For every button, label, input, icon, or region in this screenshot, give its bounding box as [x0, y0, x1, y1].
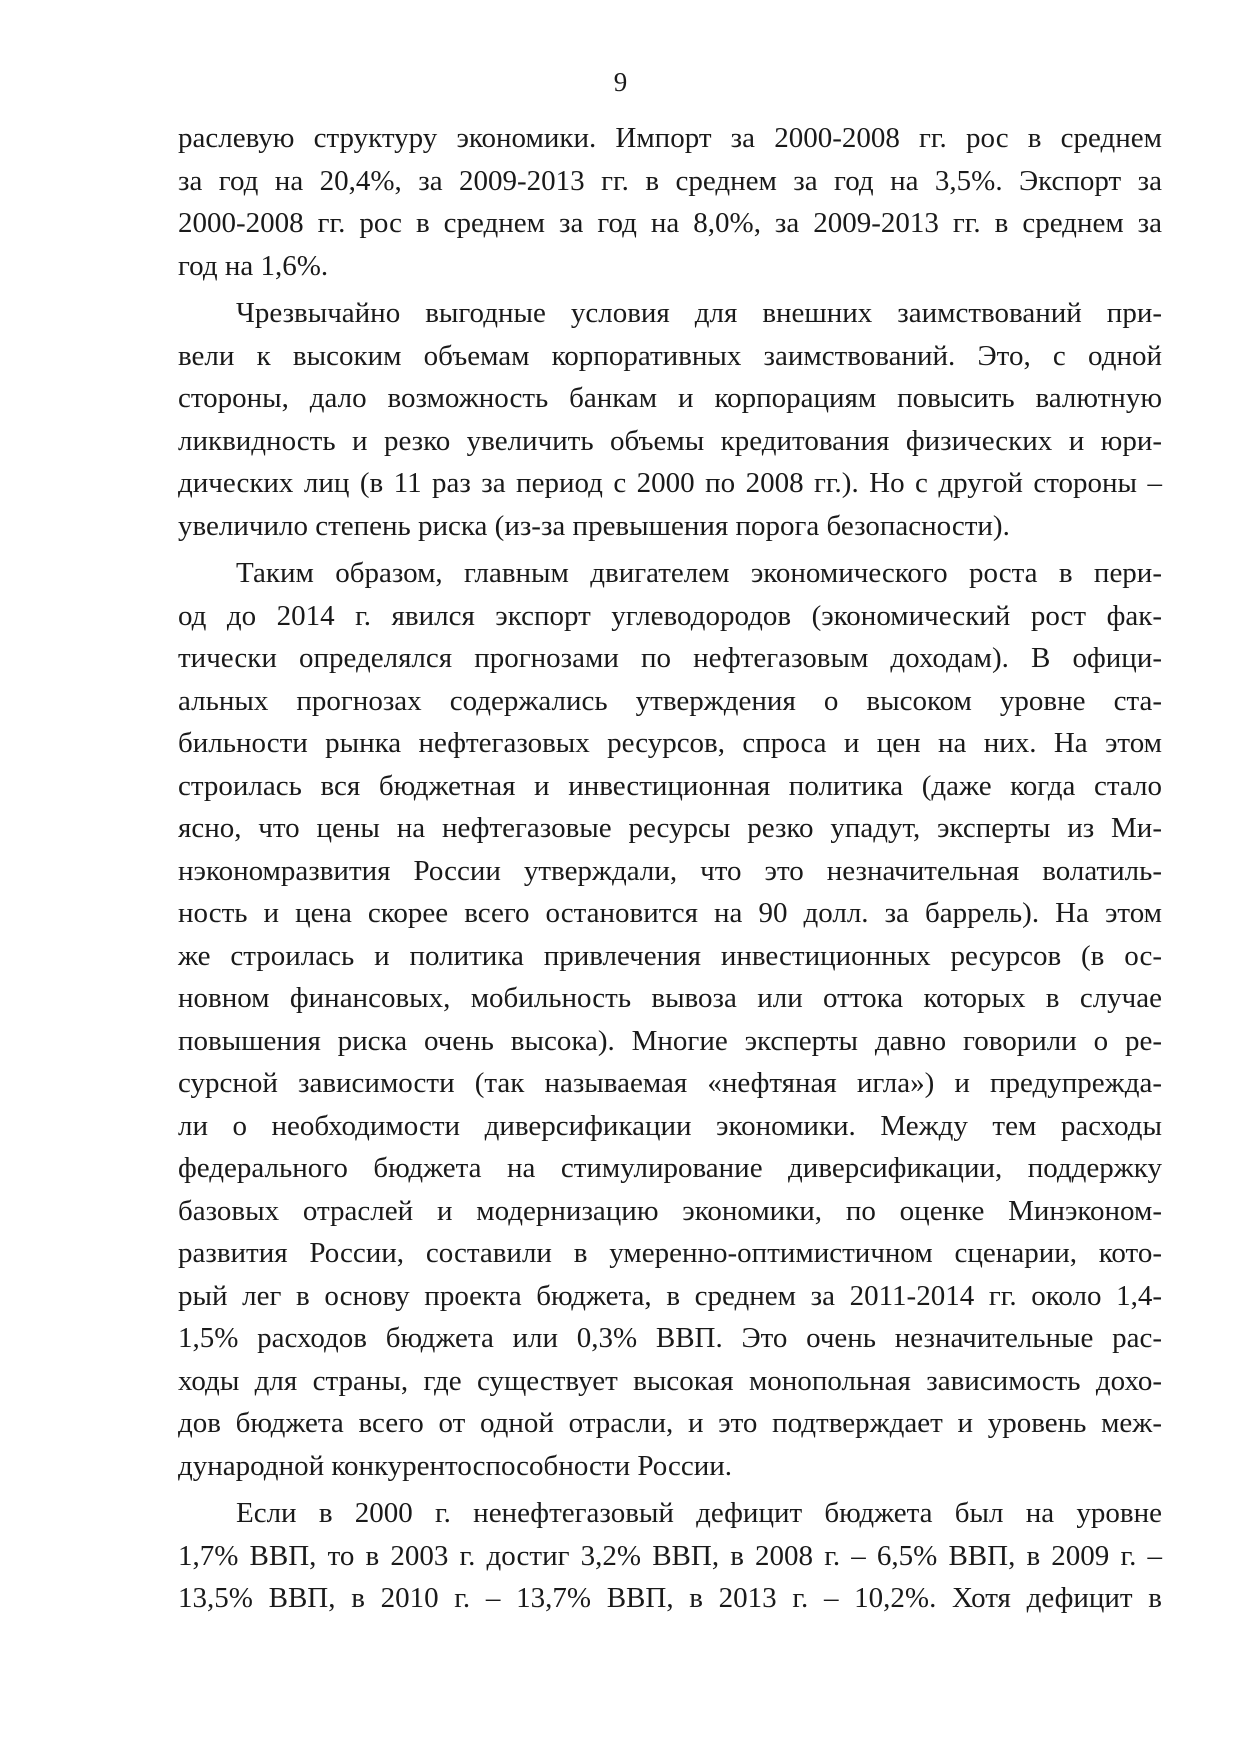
page-number: 9 [613, 67, 628, 97]
text-line: 13,5% ВВП, в 2010 г. – 13,7% ВВП, в 2013 г. – 10,2%. Хотя дефицит в [178, 1582, 1162, 1614]
text-line: федерального бюджета на стимулирование диверсификации, поддержку [178, 1152, 1162, 1184]
text-line: бильности рынка нефтегазовых ресурсов, спроса и цен на них. На этом [178, 727, 1162, 759]
text-line: базовых отраслей и модернизацию экономики, по оценке Минэконом- [178, 1194, 1162, 1227]
text-line: новном финансовых, мобильность вывоза или оттока которых в случае [178, 982, 1162, 1014]
text-line: увеличило степень риска (из-за превышения порога безопасности). [178, 509, 1010, 542]
text-line: за год на 20,4%, за 2009-2013 гг. в среднем за год на 3,5%. Экспорт за [178, 164, 1162, 197]
text-line: повышения риска очень высока). Многие эксперты давно говорили о ре- [178, 1024, 1162, 1057]
text-line: 1,5% расходов бюджета или 0,3% ВВП. Это очень незначительные рас- [178, 1322, 1162, 1354]
text-line: же строилась и политика привлечения инвестиционных ресурсов (в ос- [178, 939, 1162, 972]
text-line: ясно, что цены на нефтегазовые ресурсы резко упадут, эксперты из Ми- [178, 812, 1162, 844]
text-line: Таким образом, главным двигателем экономического роста в пери- [236, 557, 1162, 589]
text-line: дических лиц (в 11 раз за период с 2000 по 2008 гг.). Но с другой стороны – [178, 467, 1162, 499]
text-line: 1,7% ВВП, то в 2003 г. достиг 3,2% ВВП, в 2008 г. – 6,5% ВВП, в 2009 г. – [178, 1539, 1162, 1572]
text-line: альных прогнозах содержались утверждения о высоком уровне ста- [178, 684, 1162, 717]
paragraph [178, 1492, 1162, 1620]
text-line: тически определялся прогнозами по нефтегазовым доходам). В офици- [178, 642, 1162, 674]
text-line: ность и цена скорее всего остановится на 90 долл. за баррель). На этом [178, 897, 1162, 929]
text-line: нэкономразвития России утверждали, что это незначительная волатиль- [178, 854, 1162, 887]
text-line: 2000-2008 гг. рос в среднем за год на 8,0%, за 2009-2013 гг. в среднем за [178, 207, 1162, 239]
text-line: раслевую структуру экономики. Импорт за 2000-2008 гг. рос в среднем [178, 122, 1162, 154]
paragraph [178, 117, 1162, 287]
text-line: сурсной зависимости (так называемая «нефтяная игла») и предупрежда- [178, 1067, 1162, 1099]
text-line: Чрезвычайно выгодные условия для внешних заимствований при- [236, 297, 1162, 329]
text-line: дов бюджета всего от одной отрасли, и это подтверждает и уровень меж- [178, 1407, 1162, 1439]
text-line: вели к высоким объемам корпоративных заимствований. Это, с одной [178, 339, 1162, 372]
text-line: год на 1,6%. [178, 249, 329, 282]
text-line: ходы для страны, где существует высокая монопольная зависимость дохо- [178, 1364, 1162, 1397]
text-line: строилась вся бюджетная и инвестиционная политика (даже когда стало [178, 769, 1162, 802]
text-line: Если в 2000 г. ненефтегазовый дефицит бюджета был на уровне [236, 1497, 1162, 1529]
text-line: од до 2014 г. явился экспорт углеводородов (экономический рост фак- [178, 599, 1162, 632]
paragraph [178, 552, 1162, 1487]
text-line: рый лег в основу проекта бюджета, в среднем за 2011-2014 гг. около 1,4- [178, 1279, 1162, 1312]
text-line: ли о необходимости диверсификации экономики. Между тем расходы [178, 1109, 1162, 1142]
paragraph [178, 292, 1162, 547]
body-text [178, 117, 1162, 1620]
text-line: ликвидность и резко увеличить объемы кредитования физических и юри- [178, 424, 1162, 457]
text-line: развития России, составили в умеренно-оптимистичном сценарии, кото- [178, 1237, 1162, 1269]
text-line: дународной конкурентоспособности России. [178, 1449, 733, 1482]
text-line: стороны, дало возможность банкам и корпорациям повысить валютную [178, 382, 1162, 414]
